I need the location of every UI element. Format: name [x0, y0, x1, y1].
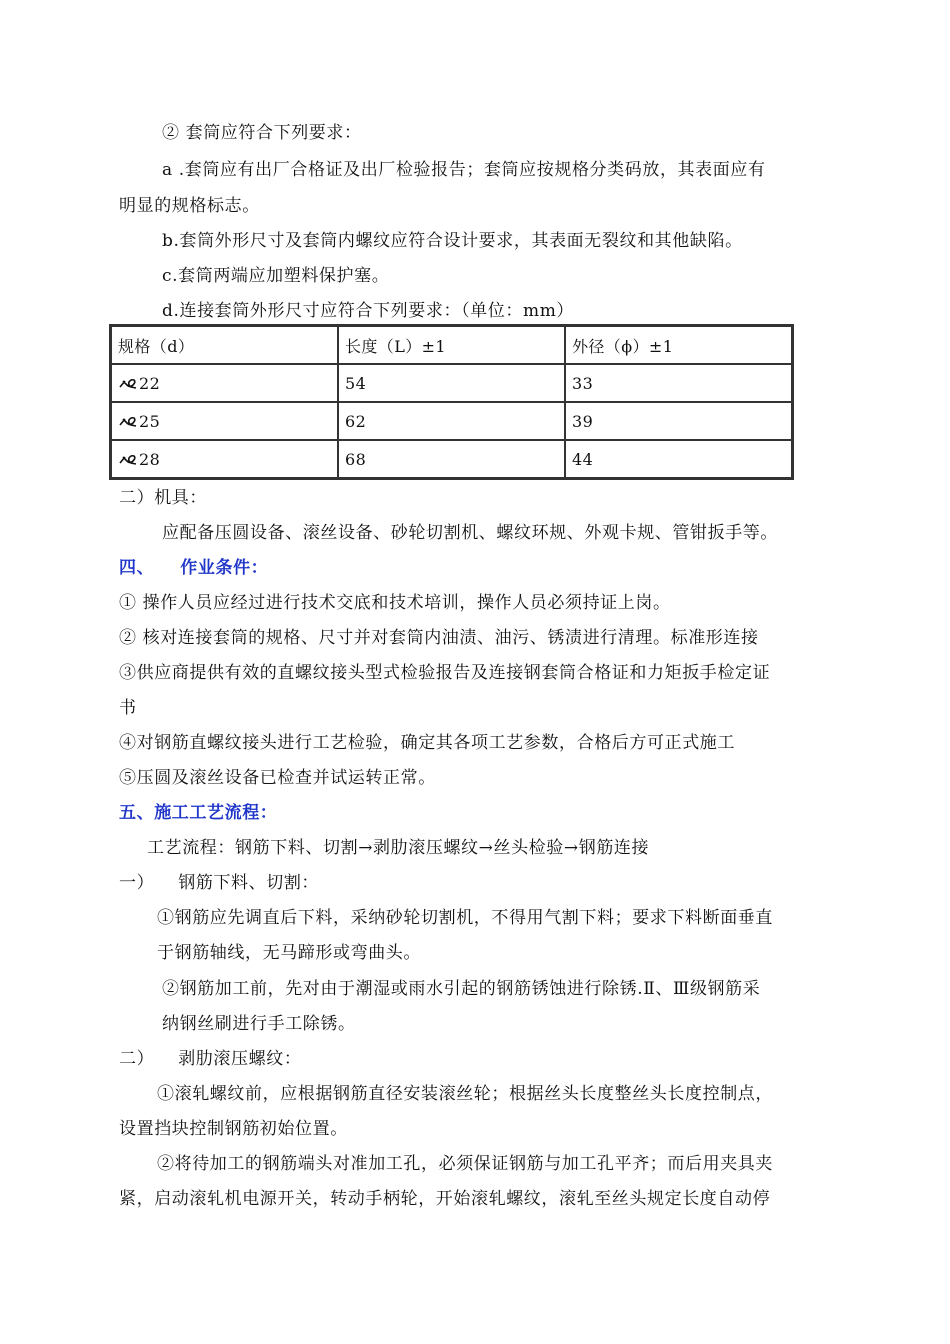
- paragraph-line: 设置挡块控制钢筋初始位置。: [119, 1119, 348, 1139]
- table-cell-diameter: 39: [565, 402, 792, 440]
- paragraph-line: ⑤压圆及滚丝设备已检查并试运转正常。: [119, 768, 436, 788]
- size-value: 25: [139, 411, 161, 431]
- paragraph-line: b.套筒外形尺寸及套筒内螺纹应符合设计要求，其表面无裂纹和其他缺陷。: [162, 231, 743, 251]
- table-cell-size: [111, 364, 338, 402]
- section-subheading: 二） 剥肋滚压螺纹：: [119, 1049, 302, 1069]
- paragraph-line: 明显的规格标志。: [119, 196, 260, 216]
- paragraph-line: ② 核对连接套筒的规格、尺寸并对套筒内油渍、油污、锈渍进行清理。标准形连接: [119, 628, 759, 648]
- paragraph-line: ①滚轧螺纹前，应根据钢筋直径安装滚丝轮；根据丝头长度整丝头长度控制点，: [157, 1084, 773, 1104]
- table-header-row: [111, 326, 792, 364]
- paragraph-line: ②将待加工的钢筋端头对准加工孔，必须保证钢筋与加工孔平齐；而后用夹具夹: [157, 1154, 773, 1174]
- paragraph-line: ② 套筒应符合下列要求：: [162, 123, 362, 143]
- paragraph-line: d.连接套筒外形尺寸应符合下列要求：（单位：mm）: [162, 301, 575, 321]
- paragraph-line: 工艺流程：钢筋下料、切割→剥肋滚压螺纹→丝头检验→钢筋连接: [147, 838, 650, 858]
- paragraph-line: 于钢筋轴线，无马蹄形或弯曲头。: [157, 943, 421, 963]
- sleeve-dimension-table: [109, 324, 794, 480]
- paragraph-line: a .套筒应有出厂合格证及出厂检验报告；套筒应按规格分类码放，其表面应有: [162, 160, 766, 180]
- paragraph-line: ① 操作人员应经过进行技术交底和技术培训，操作人员必须持证上岗。: [119, 593, 671, 613]
- rebar-symbol-icon: [118, 416, 138, 428]
- table-cell-length: 68: [338, 440, 565, 478]
- paragraph-line: c.套筒两端应加塑料保护塞。: [162, 266, 390, 286]
- table-row: [111, 364, 792, 402]
- paragraph-line: 书: [119, 698, 137, 718]
- table-cell-length: 54: [338, 364, 565, 402]
- table-header-cell: 外径（ϕ）±1: [565, 326, 792, 364]
- table-row: [111, 402, 792, 440]
- section-heading-conditions: 四、 作业条件：: [119, 558, 269, 578]
- table-cell-length: 62: [338, 402, 565, 440]
- table-cell-diameter: 44: [565, 440, 792, 478]
- rebar-symbol-icon: [118, 378, 138, 390]
- table-cell-size: [111, 402, 338, 440]
- table-cell-diameter: 33: [565, 364, 792, 402]
- rebar-symbol-icon: [118, 454, 138, 466]
- paragraph-line: ③供应商提供有效的直螺纹接头型式检验报告及连接钢套筒合格证和力矩扳手检定证: [119, 663, 771, 683]
- paragraph-line: ④对钢筋直螺纹接头进行工艺检验，确定其各项工艺参数，合格后方可正式施工: [119, 733, 735, 753]
- paragraph-line: 纳钢丝刷进行手工除锈。: [162, 1014, 356, 1034]
- section-subheading: 二）机具：: [119, 488, 207, 508]
- size-value: 28: [139, 449, 161, 469]
- paragraph-line: 应配备压圆设备、滚丝设备、砂轮切割机、螺纹环规、外观卡规、管钳扳手等。: [162, 523, 778, 543]
- table-header-cell: 规格（d）: [111, 326, 338, 364]
- table-header-cell: 长度（L）±1: [338, 326, 565, 364]
- paragraph-line: ①钢筋应先调直后下料，采纳砂轮切割机，不得用气割下料；要求下料断面垂直: [157, 908, 773, 928]
- section-subheading: 一） 钢筋下料、切割：: [119, 873, 320, 893]
- table-row: [111, 440, 792, 478]
- section-heading-process: 五、施工工艺流程：: [119, 803, 278, 823]
- paragraph-line: ②钢筋加工前，先对由于潮湿或雨水引起的钢筋锈蚀进行除锈.Ⅱ、Ⅲ级钢筋采: [162, 979, 761, 999]
- size-value: 22: [139, 373, 161, 393]
- paragraph-line: 紧，启动滚轧机电源开关，转动手柄轮，开始滚轧螺纹，滚轧至丝头规定长度自动停: [119, 1189, 771, 1209]
- table-cell-size: [111, 440, 338, 478]
